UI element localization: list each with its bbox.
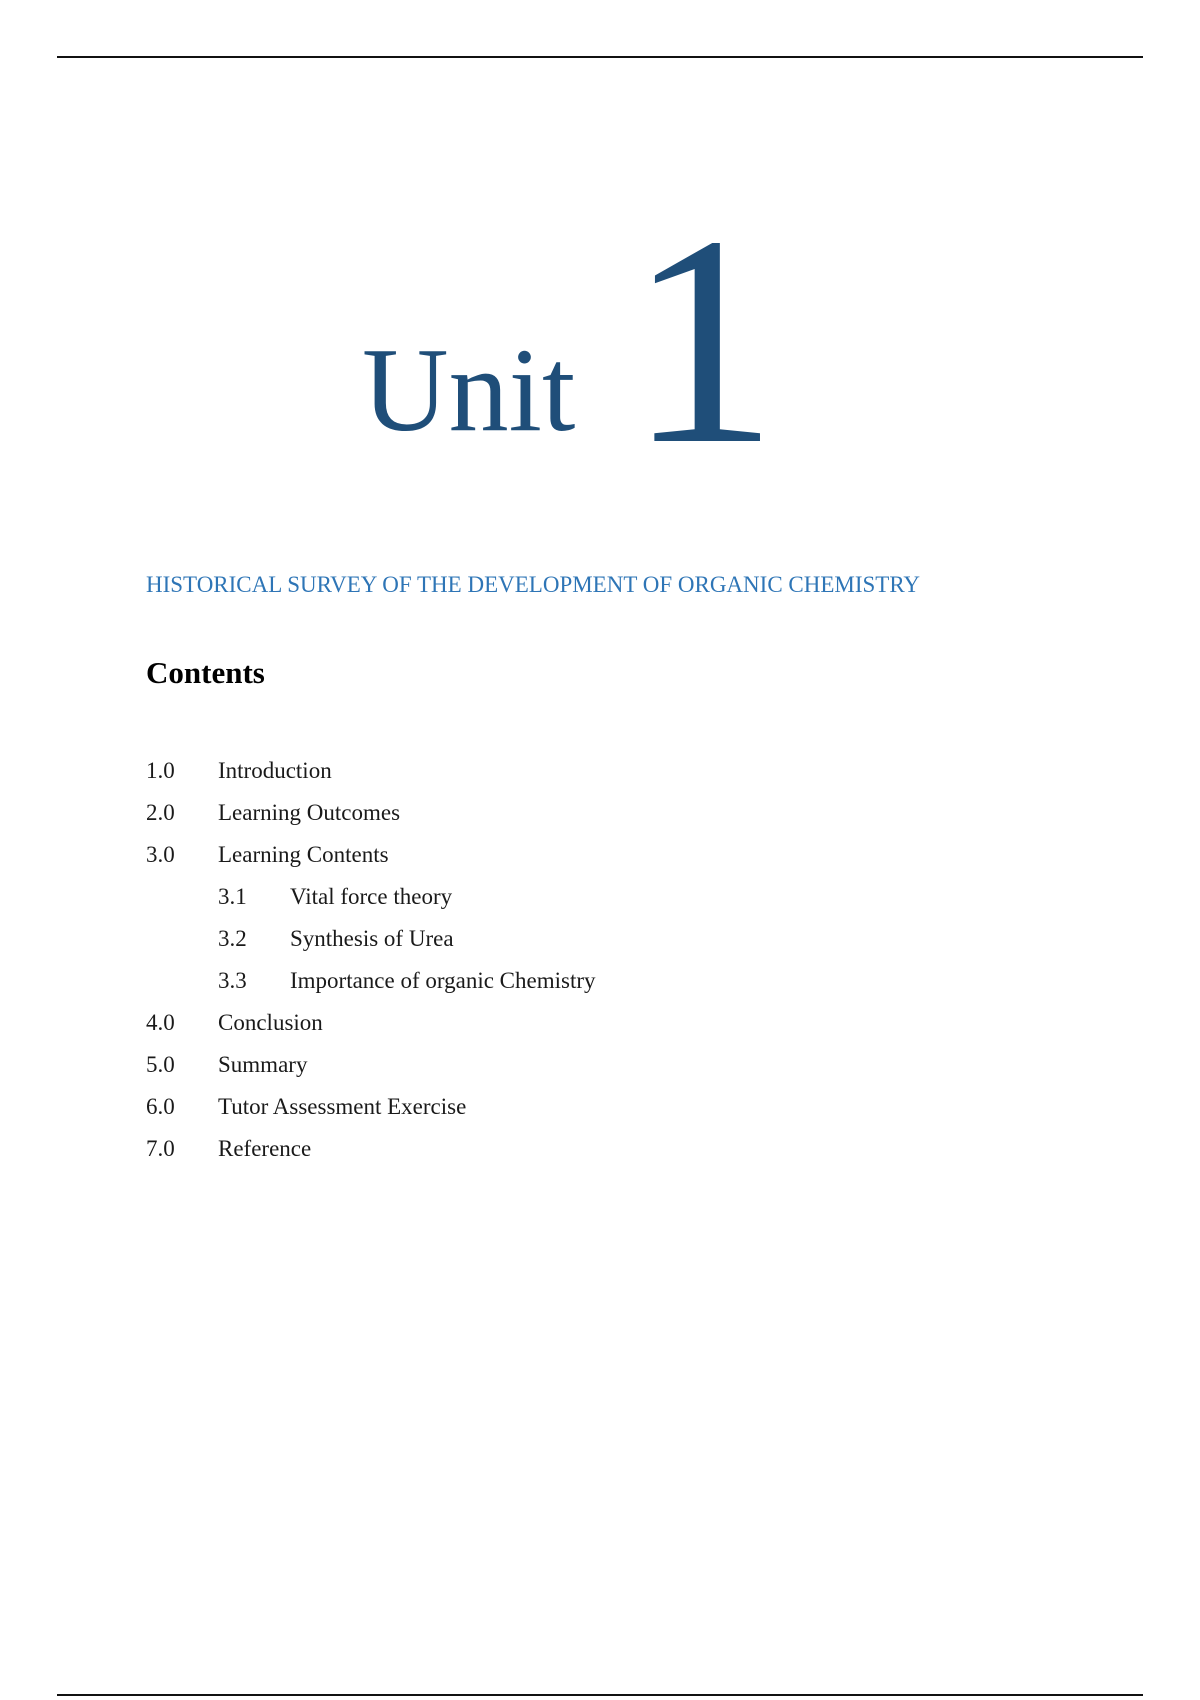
toc-item-label: Summary xyxy=(218,1052,308,1077)
toc-item-label: Importance of organic Chemistry xyxy=(290,968,596,993)
toc-subitem xyxy=(146,918,1046,960)
toc-item-number: 4.0 xyxy=(146,1010,175,1035)
toc-item-label: Vital force theory xyxy=(290,884,453,909)
toc-item-number: 1.0 xyxy=(146,758,175,783)
toc-item-number: 5.0 xyxy=(146,1052,175,1077)
toc-item-number: 6.0 xyxy=(146,1094,175,1119)
toc-item-number: 3.2 xyxy=(218,926,247,951)
toc-item xyxy=(146,750,1046,792)
toc-item xyxy=(146,792,1046,834)
toc-item-label: Introduction xyxy=(218,758,332,783)
toc-item-number: 3.0 xyxy=(146,842,175,867)
table-of-contents xyxy=(146,750,1046,1170)
unit-number: 1 xyxy=(628,174,778,506)
toc-item-label: Learning Contents xyxy=(218,842,389,867)
toc-item-label: Tutor Assessment Exercise xyxy=(218,1094,467,1119)
unit-word: Unit xyxy=(362,323,576,456)
toc-item-label: Reference xyxy=(218,1136,312,1161)
toc-item-number: 2.0 xyxy=(146,800,175,825)
toc-item xyxy=(146,1044,1046,1086)
unit-title: HISTORICAL SURVEY OF THE DEVELOPMENT OF ORGANIC CHEMISTRY xyxy=(146,572,921,597)
footer-rule xyxy=(57,1694,1143,1696)
toc-item-label: Learning Outcomes xyxy=(218,800,401,825)
toc-item xyxy=(146,1002,1046,1044)
toc-item-label: Conclusion xyxy=(218,1010,323,1035)
toc-item xyxy=(146,1128,1046,1170)
toc-subitem xyxy=(146,960,1046,1002)
toc-item xyxy=(146,1086,1046,1128)
toc-item-number: 3.1 xyxy=(218,884,247,909)
toc-item-label: Synthesis of Urea xyxy=(290,926,454,951)
toc-item-number: 7.0 xyxy=(146,1136,175,1161)
toc-item-number: 3.3 xyxy=(218,968,247,993)
contents-heading: Contents xyxy=(146,655,265,690)
toc-subitem xyxy=(146,876,1046,918)
toc-item xyxy=(146,834,1046,876)
unit-heading xyxy=(0,0,1200,506)
